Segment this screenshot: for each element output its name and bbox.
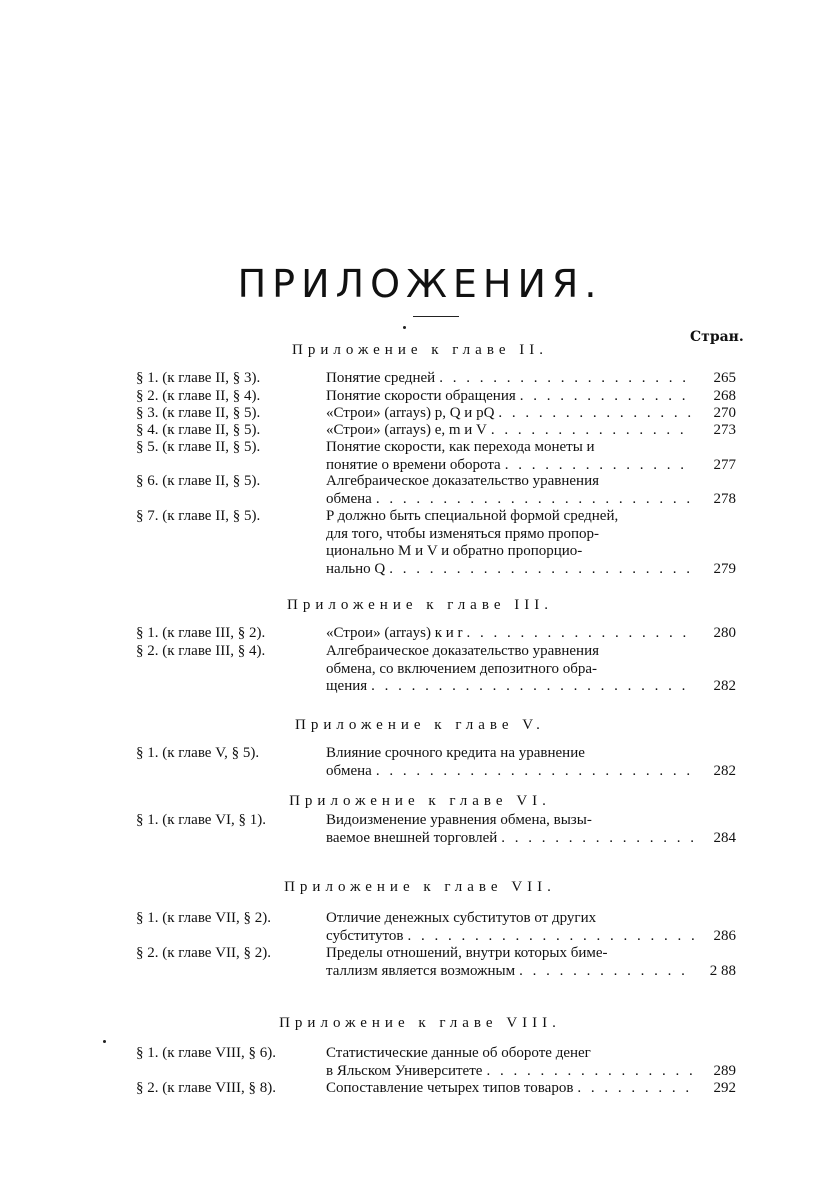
entry-title <box>326 812 694 847</box>
page-number: 282 <box>713 678 736 694</box>
entry-title-line <box>326 678 694 696</box>
entry-title-line <box>326 370 694 388</box>
toc-entry <box>136 508 736 578</box>
dot-leader <box>482 1063 694 1081</box>
entry-title <box>326 405 694 423</box>
page-number: 273 <box>713 422 736 438</box>
dot-leader <box>463 625 694 643</box>
entry-title-text: щения <box>326 678 368 694</box>
entry-title-text: Статистические данные об обороте денег <box>326 1045 591 1061</box>
entry-title-text: Алгебраическое доказательство уравнения <box>326 643 600 659</box>
entry-title <box>326 625 694 643</box>
chapter-heading: Приложение к главе VIII. <box>279 1015 561 1031</box>
entry-title-text: Отличие денежных субститутов от других <box>326 910 597 926</box>
section-reference: § 3. (к главе II, § 5). <box>136 405 261 421</box>
entry-title-line <box>326 491 694 509</box>
page-number: 2 88 <box>709 962 736 979</box>
toc-entry <box>136 388 736 406</box>
entry-title-text: ционально M и V и обратно пропорцио- <box>326 543 583 559</box>
entry-title <box>326 473 694 508</box>
dot-leader <box>367 678 694 696</box>
toc-entry <box>136 1045 736 1080</box>
page-number: 282 <box>713 762 736 779</box>
entry-title-line <box>326 763 694 781</box>
toc-entry <box>136 945 736 980</box>
entry-title <box>326 370 694 388</box>
page-number: 284 <box>713 829 736 846</box>
entry-title-line <box>326 1045 694 1063</box>
chapter-heading: Приложение к главе VII. <box>284 879 556 895</box>
dot-leader <box>487 422 694 440</box>
entry-title-text: «Строи» (arrays) p, Q и pQ <box>326 405 495 421</box>
entry-title-text: обмена <box>326 762 372 779</box>
toc-entry <box>136 473 736 508</box>
toc-entry <box>136 812 736 847</box>
entry-title-line <box>326 561 694 579</box>
dot-leader <box>516 388 694 406</box>
page-number: 280 <box>713 625 736 641</box>
entry-title-line <box>326 963 694 981</box>
dot-leader <box>372 763 694 781</box>
title-rule <box>413 316 459 317</box>
entry-title-line <box>326 1080 694 1098</box>
entry-title-text: обмена <box>326 490 372 507</box>
section-reference: § 2. (к главе III, § 4). <box>136 643 266 659</box>
entry-title-line <box>326 439 694 457</box>
section-reference: § 1. (к главе VIII, § 6). <box>136 1045 277 1061</box>
entry-title-text: «Строи» (arrays) к и r <box>326 625 463 641</box>
dot-leader <box>385 561 694 579</box>
dot-leader <box>515 963 694 981</box>
page-title: ПРИЛОЖЕНИЯ. <box>237 262 603 306</box>
entry-title-text: Алгебраическое доказательство уравнения <box>326 473 600 489</box>
entry-title-line <box>326 945 694 963</box>
entry-title <box>326 508 694 578</box>
toc-entry <box>136 405 736 423</box>
page-number: 270 <box>713 405 736 421</box>
page-number: 279 <box>713 560 736 577</box>
dot-leader <box>435 370 694 388</box>
entry-title-text: понятие о времени оборота <box>326 456 501 473</box>
section-reference: § 5. (к главе II, § 5). <box>136 439 261 455</box>
entry-title-text: Понятие скорости, как перехода монеты и <box>326 439 595 455</box>
entry-title <box>326 1045 694 1080</box>
entry-title-text: нально Q <box>326 560 386 577</box>
entry-title-line <box>326 1063 694 1081</box>
toc-entry <box>136 439 736 474</box>
page-number: 265 <box>713 370 736 386</box>
page-number: 286 <box>713 927 736 944</box>
page-number: 278 <box>713 490 736 507</box>
page-number: 289 <box>713 1062 736 1079</box>
toc-entry <box>136 1080 736 1098</box>
toc-entry <box>136 745 736 780</box>
toc-entry <box>136 643 736 696</box>
print-speck <box>403 326 406 329</box>
page-column-label: Стран. <box>690 329 744 345</box>
entry-title <box>326 1080 694 1098</box>
section-reference: § 2. (к главе VII, § 2). <box>136 945 272 961</box>
entry-title-line <box>326 812 694 830</box>
entry-title-line <box>326 625 694 643</box>
section-reference: § 6. (к главе II, § 5). <box>136 473 261 489</box>
chapter-heading: Приложение к главе V. <box>295 717 545 733</box>
entry-title-line <box>326 543 694 561</box>
entry-title-text: Сопоставление четырех типов товаров <box>326 1080 574 1096</box>
entry-title-line <box>326 457 694 475</box>
dot-leader <box>403 928 694 946</box>
chapter-heading: Приложение к главе VI. <box>289 793 551 809</box>
chapter-heading: Приложение к главе II. <box>292 342 548 358</box>
entry-title-text: обмена, со включением депозитного обра- <box>326 660 598 677</box>
entry-title-text: P должно быть специальной формой средней, <box>326 508 619 524</box>
entry-title <box>326 945 694 980</box>
entry-title <box>326 422 694 440</box>
entry-title-line <box>326 830 694 848</box>
toc-entry <box>136 370 736 388</box>
section-reference: § 4. (к главе II, § 5). <box>136 422 261 438</box>
section-reference: § 1. (к главе V, § 5). <box>136 745 260 761</box>
section-reference: § 1. (к главе VII, § 2). <box>136 910 272 926</box>
entry-title-line <box>326 643 694 661</box>
dot-leader <box>372 491 694 509</box>
section-reference: § 2. (к главе VIII, § 8). <box>136 1080 277 1096</box>
dot-leader <box>501 457 694 475</box>
section-reference: § 7. (к главе II, § 5). <box>136 508 261 524</box>
section-reference: § 1. (к главе III, § 2). <box>136 625 266 641</box>
entry-title-text: Понятие скорости обращения <box>326 388 516 404</box>
entry-title-line <box>326 910 694 928</box>
entry-title-line <box>326 422 694 440</box>
page-number: 277 <box>713 456 736 473</box>
entry-title-line <box>326 388 694 406</box>
page-number: 268 <box>713 388 736 404</box>
entry-title-text: в Яльском Университете <box>326 1062 483 1079</box>
entry-title <box>326 745 694 780</box>
entry-title-text: Влияние срочного кредита на уравнение <box>326 745 585 761</box>
entry-title-text: таллизм является возможным <box>326 962 516 979</box>
toc-entry <box>136 625 736 643</box>
entry-title <box>326 910 694 945</box>
toc-entry <box>136 422 736 440</box>
print-speck <box>103 1040 106 1043</box>
entry-title-text: ваемое внешней торговлей <box>326 829 498 846</box>
entry-title-line <box>326 508 694 526</box>
entry-title-line <box>326 526 694 544</box>
entry-title <box>326 643 694 696</box>
section-reference: § 1. (к главе VI, § 1). <box>136 812 267 828</box>
chapter-heading: Приложение к главе III. <box>287 597 553 613</box>
entry-title-line <box>326 405 694 423</box>
section-reference: § 2. (к главе II, § 4). <box>136 388 261 404</box>
page-number: 292 <box>713 1080 736 1096</box>
dot-leader <box>494 405 694 423</box>
dot-leader <box>497 830 694 848</box>
entry-title-text: для того, чтобы изменяться прямо пропор- <box>326 525 600 542</box>
entry-title-text: Видоизменение уравнения обмена, вызы- <box>326 812 592 828</box>
entry-title-text: Понятие средней <box>326 370 436 386</box>
dot-leader <box>573 1080 694 1098</box>
entry-title <box>326 388 694 406</box>
entry-title-text: «Строи» (arrays) e, m и V <box>326 422 487 438</box>
entry-title-line <box>326 661 694 679</box>
entry-title-line <box>326 928 694 946</box>
entry-title <box>326 439 694 474</box>
entry-title-line <box>326 745 694 763</box>
section-reference: § 1. (к главе II, § 3). <box>136 370 261 386</box>
entry-title-text: субститутов <box>326 927 404 944</box>
entry-title-line <box>326 473 694 491</box>
toc-entry <box>136 910 736 945</box>
entry-title-text: Пределы отношений, внутри которых биме- <box>326 945 608 961</box>
